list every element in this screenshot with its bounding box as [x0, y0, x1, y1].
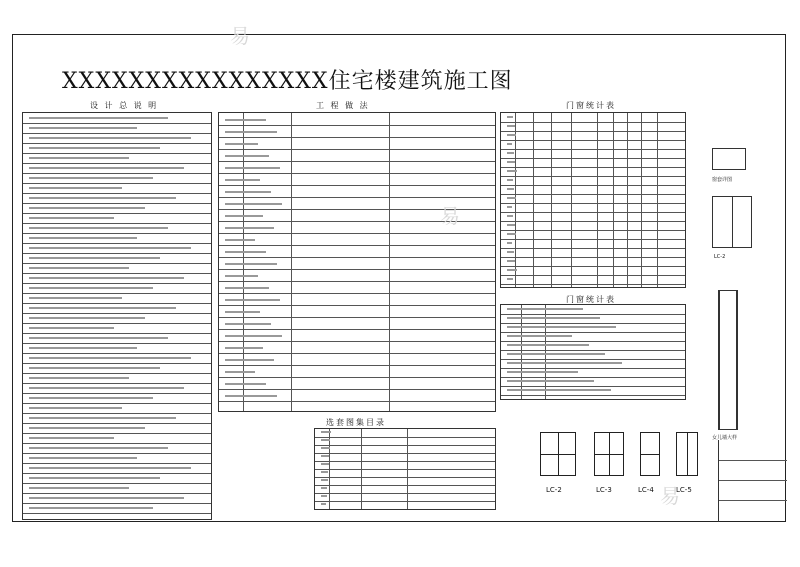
- table-rule: [23, 173, 211, 174]
- detail-label-5: 女儿墙大样: [712, 435, 738, 441]
- design-notes-title: 设 计 总 说 明: [90, 101, 159, 110]
- table-rule: [23, 373, 211, 374]
- table-rule: [219, 257, 495, 258]
- text-line: [29, 247, 191, 249]
- table-rule: [315, 453, 495, 454]
- text-line: [29, 287, 153, 289]
- text-line: [29, 407, 122, 409]
- text-line: [507, 161, 515, 163]
- text-line: [29, 357, 191, 359]
- text-line: [29, 297, 122, 299]
- table-rule: [23, 223, 211, 224]
- text-line: [29, 127, 137, 129]
- text-line: [507, 278, 513, 280]
- text-line: [29, 147, 160, 149]
- text-line: [29, 337, 168, 339]
- text-line: [321, 503, 326, 505]
- table-rule: [23, 493, 211, 494]
- table-rule: [219, 149, 495, 150]
- table-rule: [23, 303, 211, 304]
- text-line: [225, 191, 271, 193]
- table-rule: [219, 197, 495, 198]
- text-line: [29, 317, 145, 319]
- table-rule: [23, 243, 211, 244]
- text-line: [321, 447, 330, 449]
- table-rule: [501, 395, 685, 396]
- text-line: [507, 116, 513, 118]
- text-line: [29, 307, 176, 309]
- table-rule: [501, 266, 685, 267]
- table-rule: [23, 163, 211, 164]
- text-line: [29, 217, 114, 219]
- table-rule: [501, 341, 685, 342]
- table-rule: [23, 233, 211, 234]
- table-rule: [23, 433, 211, 434]
- table-rule: [501, 275, 685, 276]
- text-line: [321, 439, 330, 441]
- table-rule: [219, 305, 495, 306]
- text-line: [507, 251, 514, 253]
- text-line: [29, 397, 153, 399]
- table-rule: [501, 377, 685, 378]
- table-rule: [219, 125, 495, 126]
- table-rule: [501, 158, 685, 159]
- table-rule: [23, 313, 211, 314]
- text-line: [29, 467, 191, 469]
- text-line: [507, 215, 513, 217]
- text-line: [321, 487, 327, 489]
- text-line: [225, 371, 255, 373]
- text-line: [29, 507, 153, 509]
- text-line: [29, 237, 137, 239]
- text-line: [29, 437, 114, 439]
- text-line: [29, 177, 153, 179]
- text-line: [29, 137, 191, 139]
- table-rule: [23, 323, 211, 324]
- table-rule: [501, 386, 685, 387]
- text-line: [507, 179, 513, 181]
- text-line: [225, 119, 266, 121]
- table-rule: [23, 263, 211, 264]
- text-line: [225, 383, 266, 385]
- door-window-title: 门窗统计表: [566, 101, 616, 110]
- text-line: [225, 131, 277, 133]
- text-line: [507, 269, 517, 271]
- text-line: [507, 233, 516, 235]
- text-line: [507, 242, 512, 244]
- text-line: [29, 207, 145, 209]
- watermark-2: 易: [440, 204, 460, 228]
- text-line: [507, 206, 512, 208]
- table-rule: [23, 193, 211, 194]
- table-rule: [219, 245, 495, 246]
- table-rule: [23, 133, 211, 134]
- window-lc5-elevation: [676, 432, 698, 476]
- text-line: [507, 353, 605, 355]
- text-line: [225, 335, 282, 337]
- text-line: [225, 323, 271, 325]
- text-line: [225, 263, 277, 265]
- table-rule: [23, 333, 211, 334]
- table-rule: [219, 401, 495, 402]
- table-rule: [23, 203, 211, 204]
- text-line: [507, 389, 611, 391]
- table-rule: [501, 284, 685, 285]
- drawing-title: XXXXXXXXXXXXXXXX住宅楼建筑施工图: [62, 69, 513, 94]
- window-label-lc3: LC-3: [596, 486, 612, 494]
- text-line: [29, 167, 184, 169]
- table-rule: [23, 423, 211, 424]
- text-line: [507, 134, 516, 136]
- text-line: [29, 117, 168, 119]
- text-line: [225, 155, 269, 157]
- table-rule: [23, 363, 211, 364]
- text-line: [225, 287, 269, 289]
- text-line: [29, 477, 160, 479]
- table-rule: [219, 185, 495, 186]
- table-rule: [23, 283, 211, 284]
- table-rule: [501, 359, 685, 360]
- table-rule: [501, 122, 685, 123]
- text-line: [507, 152, 514, 154]
- detail-label-1: 窗套详图: [712, 177, 733, 183]
- table-rule: [23, 453, 211, 454]
- text-line: [507, 326, 616, 328]
- table-rule: [219, 161, 495, 162]
- text-line: [225, 251, 266, 253]
- text-line: [507, 308, 583, 310]
- table-rule: [501, 314, 685, 315]
- text-line: [225, 347, 263, 349]
- watermark-3: 易: [660, 484, 680, 508]
- engineering-panel: [218, 112, 496, 412]
- text-line: [507, 335, 572, 337]
- table-rule: [23, 503, 211, 504]
- door-window-panel: [500, 112, 686, 288]
- table-rule: [23, 393, 211, 394]
- text-line: [225, 311, 260, 313]
- table-rule: [219, 341, 495, 342]
- table-rule: [315, 461, 495, 462]
- design-notes-panel: [22, 112, 212, 520]
- door-window-detail-title: 门窗统计表: [566, 295, 616, 304]
- window-trim-detail: [712, 148, 746, 170]
- text-line: [29, 227, 168, 229]
- text-line: [321, 471, 328, 473]
- table-rule: [501, 176, 685, 177]
- text-line: [507, 197, 516, 199]
- table-rule: [23, 153, 211, 154]
- table-rule: [23, 343, 211, 344]
- text-line: [507, 125, 515, 127]
- text-line: [225, 167, 280, 169]
- table-rule: [501, 221, 685, 222]
- text-line: [29, 457, 137, 459]
- table-rule: [219, 233, 495, 234]
- text-line: [225, 275, 258, 277]
- table-rule: [315, 477, 495, 478]
- table-rule: [501, 194, 685, 195]
- table-rule: [315, 501, 495, 502]
- text-line: [29, 377, 129, 379]
- atlas-title: 选套图集目录: [326, 418, 386, 427]
- table-rule: [501, 350, 685, 351]
- text-line: [29, 427, 145, 429]
- text-line: [225, 227, 274, 229]
- text-line: [29, 367, 160, 369]
- text-line: [29, 197, 176, 199]
- parapet-section: [718, 290, 738, 430]
- table-rule: [501, 257, 685, 258]
- text-line: [507, 170, 517, 172]
- text-line: [29, 387, 184, 389]
- text-line: [225, 143, 258, 145]
- table-rule: [501, 131, 685, 132]
- text-line: [225, 395, 277, 397]
- table-rule: [23, 123, 211, 124]
- table-rule: [23, 413, 211, 414]
- table-rule: [219, 329, 495, 330]
- text-line: [29, 487, 129, 489]
- window-lc3-elevation: [594, 432, 624, 476]
- table-rule: [219, 317, 495, 318]
- table-rule: [23, 273, 211, 274]
- table-rule: [219, 269, 495, 270]
- table-rule: [219, 173, 495, 174]
- text-line: [225, 215, 263, 217]
- table-rule: [315, 437, 495, 438]
- table-rule: [501, 203, 685, 204]
- text-line: [321, 479, 328, 481]
- window-label-lc2: LC-2: [546, 486, 562, 494]
- table-rule: [219, 137, 495, 138]
- table-rule: [501, 185, 685, 186]
- table-rule: [501, 323, 685, 324]
- text-line: [507, 143, 512, 145]
- table-rule: [23, 213, 211, 214]
- text-line: [507, 224, 515, 226]
- text-line: [225, 299, 280, 301]
- table-rule: [219, 293, 495, 294]
- table-rule: [23, 513, 211, 514]
- detail-label-2: LC-2: [714, 254, 726, 260]
- text-line: [225, 239, 255, 241]
- table-rule: [23, 473, 211, 474]
- text-line: [29, 157, 129, 159]
- table-rule: [219, 389, 495, 390]
- table-rule: [501, 332, 685, 333]
- text-line: [321, 455, 329, 457]
- table-rule: [315, 485, 495, 486]
- text-line: [507, 380, 594, 382]
- table-rule: [23, 443, 211, 444]
- text-line: [225, 203, 282, 205]
- text-line: [321, 495, 327, 497]
- engineering-title: 工 程 做 法: [316, 101, 370, 110]
- table-rule: [23, 403, 211, 404]
- table-rule: [501, 140, 685, 141]
- table-rule: [501, 239, 685, 240]
- text-line: [507, 371, 578, 373]
- table-rule: [23, 293, 211, 294]
- window-detail-2: [712, 196, 752, 248]
- table-rule: [501, 368, 685, 369]
- text-line: [29, 327, 114, 329]
- atlas-panel: [314, 428, 496, 510]
- text-line: [507, 344, 589, 346]
- text-line: [507, 260, 515, 262]
- table-rule: [219, 365, 495, 366]
- table-rule: [315, 493, 495, 494]
- table-rule: [23, 383, 211, 384]
- table-rule: [219, 377, 495, 378]
- title-block: [718, 440, 787, 522]
- window-label-lc5: LC-5: [676, 486, 692, 494]
- table-rule: [23, 143, 211, 144]
- table-rule: [23, 183, 211, 184]
- table-rule: [219, 353, 495, 354]
- text-line: [321, 431, 331, 433]
- text-line: [29, 417, 176, 419]
- window-lc4-elevation: [640, 432, 660, 476]
- text-line: [321, 463, 329, 465]
- table-rule: [315, 469, 495, 470]
- text-line: [29, 447, 168, 449]
- window-lc2-elevation: [540, 432, 576, 476]
- text-line: [507, 188, 514, 190]
- table-rule: [501, 149, 685, 150]
- text-line: [225, 359, 274, 361]
- table-rule: [23, 463, 211, 464]
- table-rule: [501, 212, 685, 213]
- text-line: [29, 257, 160, 259]
- table-rule: [23, 483, 211, 484]
- text-line: [29, 497, 184, 499]
- table-rule: [315, 445, 495, 446]
- window-label-lc4: LC-4: [638, 486, 654, 494]
- door-window-detail-panel: [500, 304, 686, 400]
- table-rule: [315, 509, 495, 510]
- text-line: [225, 179, 260, 181]
- table-rule: [501, 230, 685, 231]
- table-rule: [23, 353, 211, 354]
- text-line: [507, 362, 622, 364]
- table-rule: [219, 281, 495, 282]
- text-line: [29, 277, 184, 279]
- watermark: 易: [230, 24, 250, 48]
- text-line: [29, 347, 137, 349]
- table-rule: [501, 167, 685, 168]
- text-line: [29, 187, 122, 189]
- table-rule: [23, 253, 211, 254]
- text-line: [29, 267, 129, 269]
- table-rule: [501, 248, 685, 249]
- text-line: [507, 317, 600, 319]
